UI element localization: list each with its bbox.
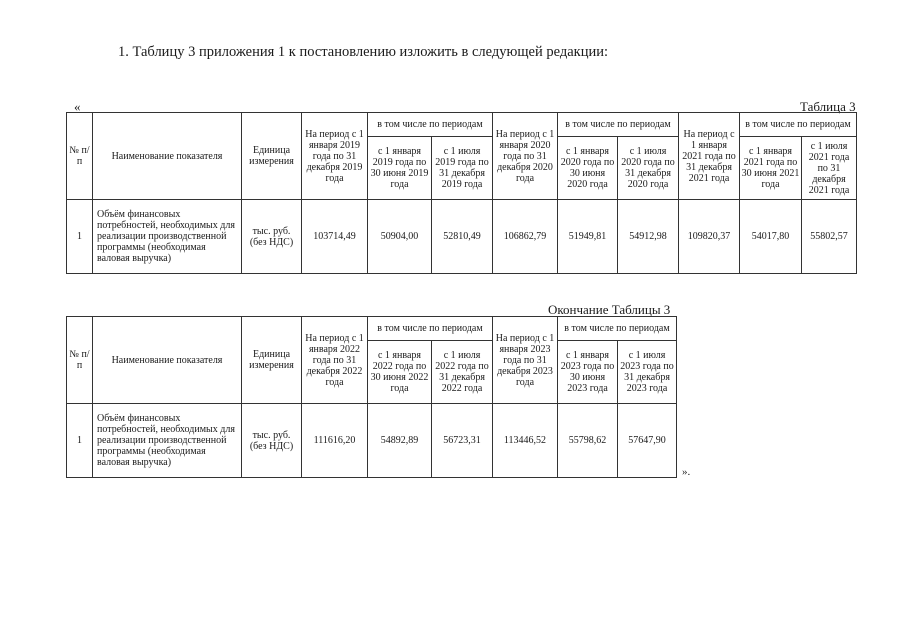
instruction-heading: 1. Таблицу 3 приложения 1 к постановлению изложить в следующей редакции: <box>118 44 608 60</box>
value-half2: 55802,57 <box>802 200 857 274</box>
value-total: 103714,49 <box>302 200 368 274</box>
header-half1: с 1 января 2023 года по 30 июня 2023 года <box>558 341 618 404</box>
header-period-total: На период с 1 января 2020 года по 31 декабря 2020 года <box>493 113 558 200</box>
value-half1: 51949,81 <box>558 200 618 274</box>
header-num: № п/п <box>67 317 93 404</box>
table-3-end <box>66 316 677 478</box>
value-half2: 56723,31 <box>432 404 493 478</box>
row-unit: тыс. руб. (без НДС) <box>242 200 302 274</box>
header-half2: с 1 июля 2021 года по 31 декабря 2021 года <box>802 137 857 200</box>
header-period-total: На период с 1 января 2019 года по 31 декабря 2019 года <box>302 113 368 200</box>
row-indicator: Объём финансовых потребностей, необходимых для реализации производственной программы (необходимая валовая выручка) <box>93 200 242 274</box>
value-total: 113446,52 <box>493 404 558 478</box>
value-half1: 54017,80 <box>740 200 802 274</box>
table-3 <box>66 112 857 274</box>
table-row <box>67 200 857 274</box>
value-half2: 54912,98 <box>618 200 679 274</box>
closing-quote: ». <box>682 466 691 478</box>
row-num: 1 <box>67 200 93 274</box>
header-half1: с 1 января 2020 года по 30 июня 2020 года <box>558 137 618 200</box>
header-unit: Единица измерения <box>242 113 302 200</box>
header-period-total: На период с 1 января 2022 года по 31 декабря 2022 года <box>302 317 368 404</box>
table-3-label: Таблица 3 <box>800 99 856 114</box>
table-3-end-label: Окончание Таблицы 3 <box>548 302 671 317</box>
header-period-total: На период с 1 января 2023 года по 31 декабря 2023 года <box>493 317 558 404</box>
value-half1: 50904,00 <box>368 200 432 274</box>
header-incl: в том числе по периодам <box>368 113 493 137</box>
header-period-total: На период с 1 января 2021 года по 31 декабря 2021 года <box>679 113 740 200</box>
row-num: 1 <box>67 404 93 478</box>
row-indicator: Объём финансовых потребностей, необходимых для реализации производственной программы (необходимая валовая выручка) <box>93 404 242 478</box>
row-unit: тыс. руб. (без НДС) <box>242 404 302 478</box>
value-half2: 57647,90 <box>618 404 677 478</box>
value-half1: 54892,89 <box>368 404 432 478</box>
header-half2: с 1 июля 2019 года по 31 декабря 2019 года <box>432 137 493 200</box>
header-half2: с 1 июля 2022 года по 31 декабря 2022 года <box>432 341 493 404</box>
opening-quote: « <box>74 99 81 114</box>
header-half2: с 1 июля 2020 года по 31 декабря 2020 года <box>618 137 679 200</box>
table-row <box>67 404 677 478</box>
header-indicator: Наименование показателя <box>93 317 242 404</box>
header-num: № п/п <box>67 113 93 200</box>
header-incl: в том числе по периодам <box>558 113 679 137</box>
header-half1: с 1 января 2019 года по 30 июня 2019 года <box>368 137 432 200</box>
value-total: 109820,37 <box>679 200 740 274</box>
header-incl: в том числе по периодам <box>740 113 857 137</box>
header-unit: Единица измерения <box>242 317 302 404</box>
value-total: 106862,79 <box>493 200 558 274</box>
header-half1: с 1 января 2022 года по 30 июня 2022 года <box>368 341 432 404</box>
header-incl: в том числе по периодам <box>368 317 493 341</box>
header-half2: с 1 июля 2023 года по 31 декабря 2023 года <box>618 341 677 404</box>
header-incl: в том числе по периодам <box>558 317 677 341</box>
value-half2: 52810,49 <box>432 200 493 274</box>
value-total: 111616,20 <box>302 404 368 478</box>
header-indicator: Наименование показателя <box>93 113 242 200</box>
value-half1: 55798,62 <box>558 404 618 478</box>
header-half1: с 1 января 2021 года по 30 июня 2021 года <box>740 137 802 200</box>
